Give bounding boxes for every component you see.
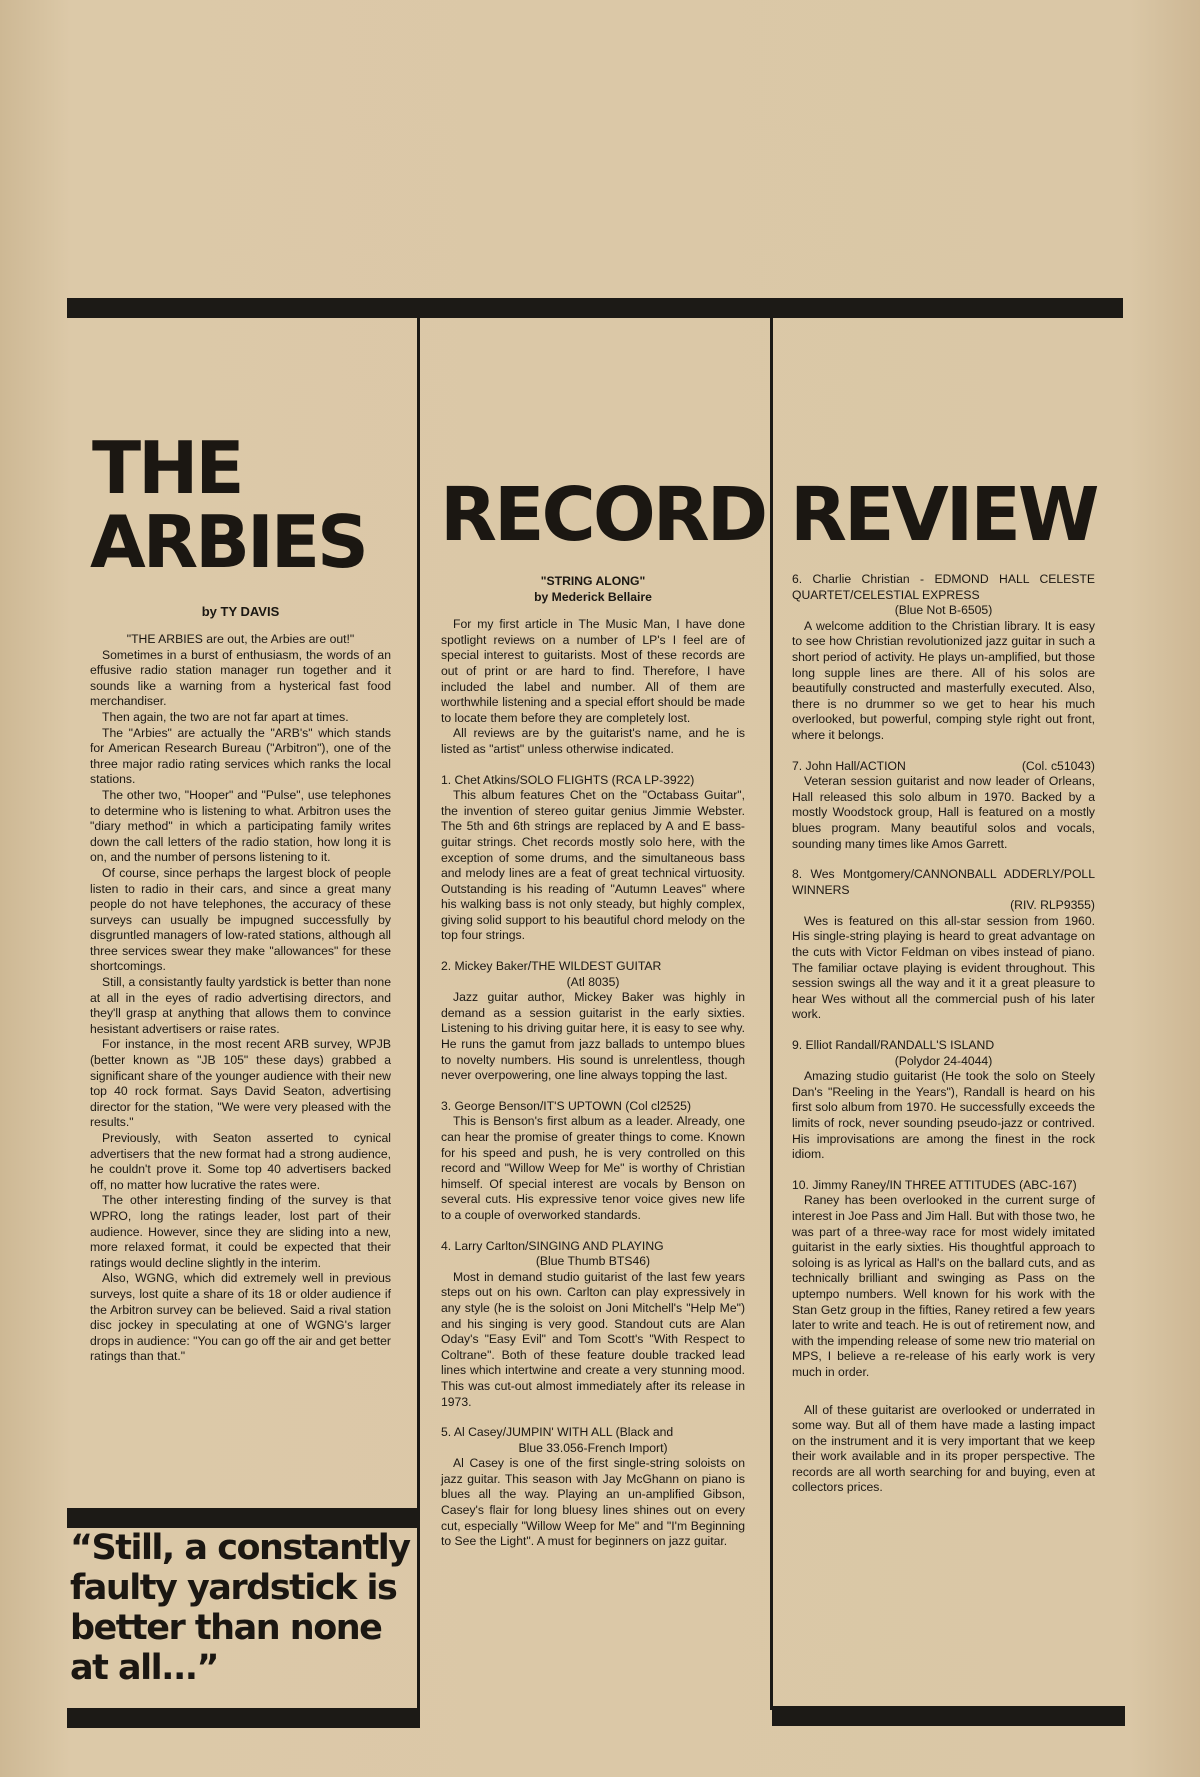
review-entry-heading: 7. John Hall/ACTION: [792, 758, 906, 773]
review-entry-heading: 6. Charlie Christian - EDMOND HALL CELESTE QUARTET/CELESTIAL EXPRESS: [792, 572, 1095, 602]
arbies-para: Also, WGNG, which did extremely well in previous surveys, lost quite a share of its 18 or older audience if the Arbitron survey can be believed. Said a rival station disc jockey in speculating at one of WGNG's larger drops in audience: "You can go off the air and get better ratings than that.": [90, 1271, 391, 1364]
column-rule-left: [417, 318, 420, 1710]
review-entry-text: Wes is featured on this all-star session from 1960. His single-string playing is heard to great advantage on the cuts with Victor Feldman on vibes instead of piano. The familiar octave playing is evident throughout. This session swings all the way and it it a great pleasure to hear Wes without all the commercial push of his later work.: [792, 913, 1095, 1022]
arbies-para: "THE ARBIES are out, the Arbies are out!": [126, 632, 355, 646]
arbies-byline: by TY DAVIS: [201, 604, 280, 619]
bottom-rule-right: [772, 1706, 1125, 1726]
masthead-arbies: ARBIES: [90, 500, 366, 584]
column-rule-right: [770, 318, 773, 1710]
review-entry-heading: 9. Elliot Randall/RANDALL'S ISLAND: [792, 1038, 995, 1053]
review-entry-heading: 1. Chet Atkins/SOLO FLIGHTS (RCA LP-3922): [441, 772, 695, 787]
review-entry-catalog: (Col. c51043): [1021, 758, 1095, 773]
review-title: "STRING ALONG": [540, 574, 646, 588]
review-column-2: [792, 572, 1095, 1496]
review-entry-text: Raney has been overlooked in the current surge of interest in Joe Pass and Jim Hall. But with those two, he was part of a three-way race for most widely imitated guitarist in the early sixties. His thoughtful approach to soloing is as lyrical as Hall's on the ballard cuts, and as technically brilliant and swinging as Pass on the uptempo numbers. Well known for his work with the Stan Getz group in the fifties, Raney retired a few years later to write and teach. He is out of retirement now, and with the impending release of some new trio material on MPS, I believe a re-release of his early work is very much in order.: [792, 1193, 1095, 1379]
arbies-para: Previously, with Seaton asserted to cynical advertisers that the new format had a strong audience, he couldn't prove it. Some top 40 advertisers backed off, no matter how lucrative the rates were.: [90, 1131, 391, 1192]
review-entry-catalog: (RIV. RLP9355): [1010, 898, 1095, 913]
review-entry-text: Amazing studio guitarist (He took the solo on Steely Dan's "Reeling in the Years"), Randall is heard on his first solo album from 1970. He successfully exceeds the limits of rock, never sounding pseudo-jazz or contrived. His improvisations are among the finest in the rock idiom.: [792, 1069, 1095, 1162]
arbies-para: Of course, since perhaps the largest block of people listen to radio in their cars, and since a great many people do not have telephones, the accuracy of these surveys can usually be impugned successfully by disgruntled managers of low-rated stations, although all three services swear they make "allowances" for these shortcomings.: [90, 865, 391, 974]
review-entry-label: (Polydor 24-4044): [894, 1053, 993, 1068]
arbies-para: The "Arbies" are actually the "ARB's" which stands for American Research Bureau ("Arbitron"), one of the three major radio rating services which ranks the local stations.: [90, 725, 391, 787]
pullquote-rule-bottom: [67, 1708, 420, 1728]
review-entry-heading-row: [792, 759, 1095, 775]
review-entry-label: (Blue Not B-6505): [894, 603, 993, 618]
masthead-review: REVIEW: [790, 472, 1097, 558]
arbies-para: The other two, "Hooper" and "Pulse", use telephones to determine who is listening to what. Arbitron uses the "diary method" in which a participating family writes down the call letters of the radio station, how long it is on, and the number of persons listening to it.: [90, 787, 391, 865]
arbies-para: For instance, in the most recent ARB survey, WPJB (better known as "JB 105" these days) grabbed a significant share of the younger audience with their new top 40 rock format. Says David Seaton, advertising director for the station, "We were very pleased with the results.": [90, 1037, 391, 1130]
review-entry-label: (Blue Thumb BTS46): [535, 1254, 651, 1269]
review-entry-text: This is Benson's first album as a leader. Already, one can hear the promise of greater things to come. Known for his speed and push, he is very controlled on this record and "Willow Weep for Me" is worthy of Christian himself. Of special interest are vocals by Benson on several cuts. His expressive tenor voice gives new life to a couple of overworked standards.: [441, 1114, 745, 1222]
review-closing: All of these guitarist are overlooked or underrated in some way. But all of them have made a lasting impact on the instrument and it is very important that we keep their work available and in its proper perspective. The records are all worth searching for and buying, even at collectors prices.: [792, 1402, 1095, 1495]
review-entry-heading: 4. Larry Carlton/SINGING AND PLAYING: [441, 1238, 664, 1253]
top-rule: [67, 298, 1123, 318]
review-column-1: [441, 574, 745, 1550]
review-intro: All reviews are by the guitarist's name, and he is listed as "artist" unless otherwise indicated.: [441, 726, 745, 756]
masthead-the: THE: [92, 426, 242, 510]
review-entry-text: Veteran session guitarist and now leader of Orleans, Hall released this solo album in 1970. Backed by a mostly Woodstock group, Hall is featured on a mostly blues program. Many beautiful solos and vocals, sounding many times like Amos Garrett.: [792, 774, 1095, 851]
review-entry-text: This album features Chet on the "Octabass Guitar", the invention of stereo guitar genius Jimmie Webster. The 5th and 6th strings are replaced by A and E bass-guitar strings. Chet records mostly solo here, with the exception of some drums, and the simultaneous bass and melody lines are a feat of great technical virtuosity. Outstanding is his reading of "Autumn Leaves" where his walking bass is not only steady, but highly complex, giving solid support to his beautiful chord melody on the top four strings.: [441, 788, 745, 943]
masthead-record: RECORD: [440, 472, 766, 558]
pullquote-rule-top: [67, 1508, 420, 1528]
review-entry-text: Al Casey is one of the first single-string soloists on jazz guitar. This season with Jay McGhann on piano is blues all the way. Playing an un-amplified Gibson, Casey's flair for long bluesy lines shines out on every cut, especially "Willow Weep for Me" and "I'm Beginning to See the Light". A must for beginners on jazz guitar.: [441, 1456, 745, 1549]
arbies-para: The other interesting finding of the survey is that WPRO, long the ratings leader, lost part of their audience. However, since they are sliding into a new, more relaxed format, it could be expected that their ratings would decline slightly in the interim.: [90, 1193, 391, 1270]
review-author: by Mederick Bellaire: [534, 589, 652, 604]
review-entry-heading: 10. Jimmy Raney/IN THREE ATTITUDES (ABC-167): [792, 1177, 1077, 1192]
review-entry-text: Jazz guitar author, Mickey Baker was highly in demand as a session guitarist in the early sixties. Listening to his driving guitar here, it is easy to see why. He runs the gamut from jazz ballads to untempo blues to novelty numbers. His sound is unrelentless, though never overpowering, one line always topping the last.: [441, 990, 745, 1083]
arbies-para: Still, a consistantly faulty yardstick is better than none at all in the eyes of radio advertising directors, and they'll grasp at anything that allows them to convince hesistant advertisers or raise rates.: [90, 975, 391, 1036]
arbies-article: [90, 604, 391, 1365]
pull-quote: “Still, a constantly faulty yardstick is better than none at all...”: [70, 1528, 410, 1688]
review-intro: For my first article in The Music Man, I have done spotlight reviews on a number of LP's I feel are of special interest to guitarists. Most of these records are out of print or are hard to find. Therefore, I have included the label and number. All of them are worthwhile listening and a special effort should be made to locate them before they are completely lost.: [441, 617, 745, 725]
review-entry-text: Most in demand studio guitarist of the last few years steps out on his own. Carlton can play expressively in any style (he is the soloist on Joni Mitchell's "Help Me") and his singing is very good. Standout cuts are Alan Oday's "Easy Evil" and Tom Scott's "With Respect to Coltrane". Both of these feature double tracked lead lines which intertwine and create a very stunning mood. This was cut-out almost immediately after its release in 1973.: [441, 1269, 745, 1409]
review-entry-heading: 8. Wes Montgomery/CANNONBALL ADDERLY/POLL WINNERS: [792, 867, 1095, 897]
review-entry-label: Blue 33.056-French Import): [518, 1440, 668, 1455]
arbies-para: Sometimes in a burst of enthusiasm, the words of an effusive radio station manager run together and it sounds like a warning from a hysterical fast food merchandiser.: [90, 647, 391, 709]
review-entry-heading: 5. Al Casey/JUMPIN' WITH ALL (Black and: [441, 1425, 674, 1440]
review-entry-heading: 3. George Benson/IT'S UPTOWN (Col cl2525): [441, 1098, 692, 1113]
review-entry-label: (Atl 8035): [566, 974, 620, 989]
arbies-para: Then again, the two are not far apart at times.: [102, 709, 349, 724]
review-entry-heading: 2. Mickey Baker/THE WILDEST GUITAR: [441, 959, 662, 974]
review-entry-text: A welcome addition to the Christian library. It is easy to see how Christian revolutionized jazz guitar in such a short period of activity. He plays un-amplified, but those long supple lines are there. All of his solos are beautifully constructed and masterfully executed. Also, there is no drummer so we get to hear his much overlooked, but powerful, comping style right out front, where it belongs.: [792, 618, 1095, 742]
